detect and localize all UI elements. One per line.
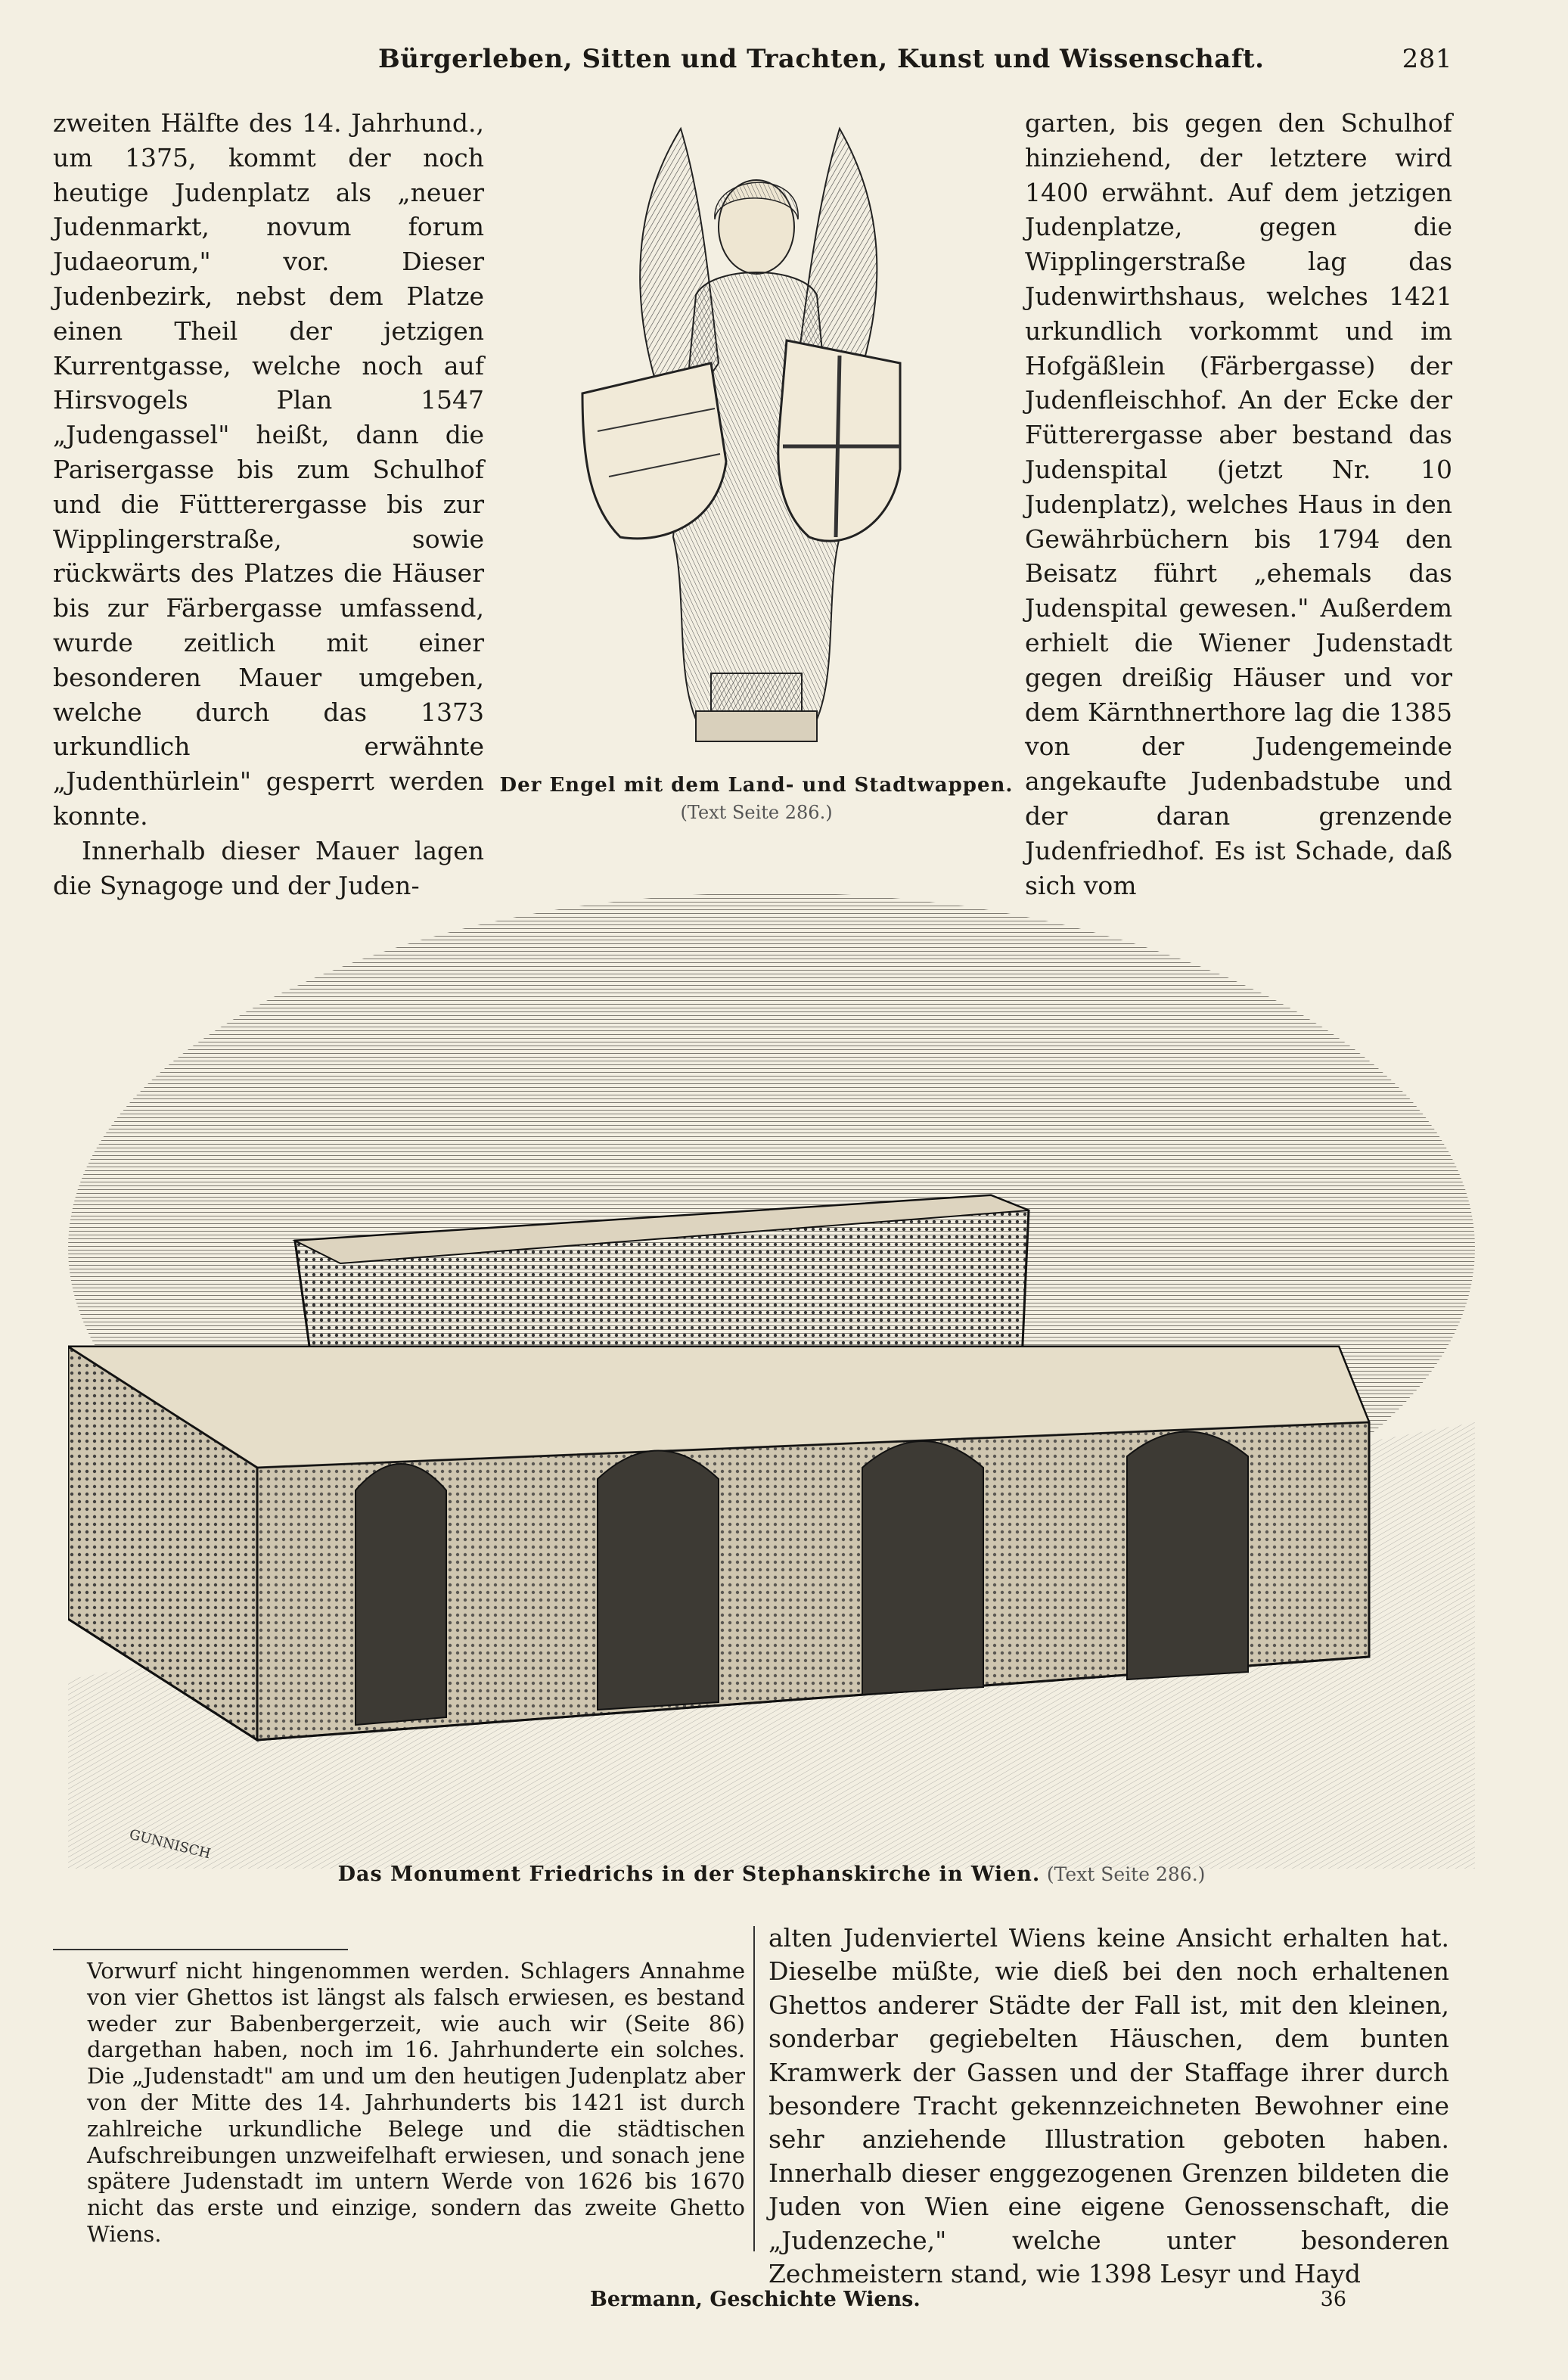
- book-source-line: Bermann, Geschichte Wiens.: [590, 2288, 921, 2311]
- angel-caption-reference: (Text Seite 286.): [680, 802, 833, 823]
- footnote-text: Vorwurf nicht hingenommen werden. Schlagers Annahme von vier Ghettos ist längst als falsch erwiesen, es bestand weder zur Babenbergerzeit, wie auch wir (Seite 86) dargethan haben, noch im 16. Jahrhunderte ein solches. Die „Judenstadt" am und um den heutigen Judenplatz aber von der Mitte des 14. Jahrhunderts bis 1421 ist durch zahlreiche urkundliche Belege und die städtischen Aufschreibungen unzweifelhaft erwiesen, und sonach jene spätere Judenstadt im untern Werde von 1626 bis 1670 nicht das erste und einzige, sondern das zweite Ghetto Wiens.: [87, 1958, 745, 2247]
- left-paragraph-1: zweiten Hälfte des 14. Jahrhund., um 1375, kommt der noch heutige Judenplatz als „neuer Judenmarkt, novum forum Judaeorum," vor. Dieser Judenbezirk, nebst dem Platze einen Theil der jetzigen Kurrentgasse, welche noch auf Hirsvogels Plan 1547 „Judengassel" heißt, dann die Parisergasse bis zum Schulhof und die Füttterergasse bis zur Wipplingerstraße, sowie rückwärts des Platzes die Häuser bis zur Färbergasse umfassend, wurde zeitlich mit einer besonderen Mauer umgeben, welche durch das 1373 urkundlich erwähnte „Judenthürlein" gesperrt werden konnte.: [53, 108, 484, 831]
- monument-engraving: [68, 893, 1475, 1869]
- bottom-right-paragraph: alten Judenviertel Wiens keine Ansicht erhalten hat. Dieselbe müßte, wie dieß bei den noch erhaltenen Ghettos anderer Städte der Fall ist, mit den kleinen, sonderbar gegiebelten Häuschen, dem bunten Kramwerk der Gassen und der Staffage ihrer durch besondere Tracht gekennzeichneten Bewohner eine sehr anziehende Illustration geboten haben. Innerhalb dieser enggezogenen Grenzen bildeten die Juden von Wien eine eigene Genossenschaft, die „Judenzeche," welche unter besonderen Zechmeistern stand, wie 1398 Lesyr und Hayd: [768, 1923, 1449, 2289]
- monument-caption-title: Das Monument Friedrichs in der Stephanskirche in Wien.: [337, 1863, 1041, 1886]
- page-number: 281: [1402, 44, 1452, 74]
- left-paragraph-2: Innerhalb dieser Mauer lagen die Synagoge und der Juden-: [53, 835, 484, 900]
- footnote: [87, 1958, 745, 2248]
- signature-mark: 36: [1320, 2288, 1346, 2311]
- angel-caption: [484, 772, 1029, 826]
- monument-caption-reference: (Text Seite 286.): [1046, 1863, 1206, 1885]
- angel-pedestal: [696, 673, 817, 741]
- running-title: Bürgerleben, Sitten und Trachten, Kunst und Wissenschaft.: [378, 44, 1265, 74]
- right-paragraph-1: garten, bis gegen den Schulhof hinziehend, der letztere wird 1400 erwähnt. Auf dem jetzigen Judenplatze, gegen die Wipplingerstraße lag das Judenwirthshaus, welches 1421 urkundlich vorkommt und im Hofgäßlein (Färbergasse) der Judenfleischhof. An der Ecke der Fütterergasse aber bestand das Judenspital (jetzt Nr. 10 Judenplatz), welches Haus in den Gewährbüchern bis 1794 den Beisatz führt „ehemals das Judenspital gewesen." Außerdem erhielt die Wiener Judenstadt gegen dreißig Häuser und vor dem Kärnthnerthore lag die 1385 von der Judengemeinde angekaufte Judenbadstube und der daran grenzende Judenfriedhof. Es ist Schade, daß sich vom: [1025, 108, 1452, 900]
- page-footer: [53, 2288, 1452, 2318]
- angel-caption-title: Der Engel mit dem Land- und Stadtwappen.: [499, 774, 1014, 797]
- running-head: [378, 38, 1452, 83]
- left-text-column: [53, 106, 484, 903]
- angel-engraving: [522, 113, 991, 772]
- coat-of-arms-shield-left: [582, 363, 726, 539]
- footnote-divider: [53, 1949, 348, 1950]
- monument-caption: [68, 1863, 1475, 1886]
- right-text-column: [1025, 106, 1452, 903]
- bottom-right-text: [768, 1922, 1449, 2291]
- coat-of-arms-shield-right: [778, 340, 900, 541]
- engraver-signature: GUNNISCH: [127, 1826, 213, 1863]
- column-rule: [753, 1926, 755, 2251]
